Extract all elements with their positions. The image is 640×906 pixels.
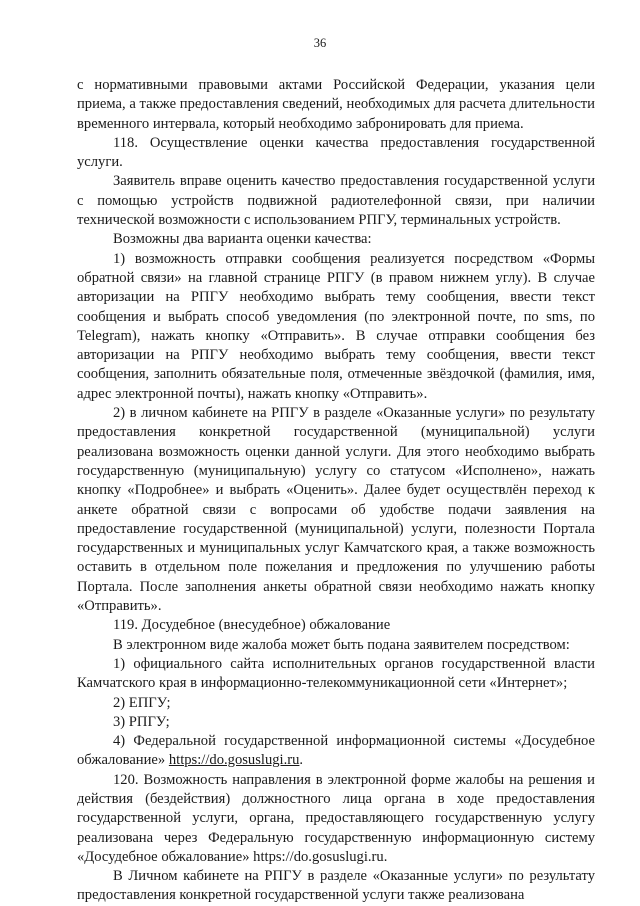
paragraph-channel-fgis [77, 732, 595, 771]
paragraph-channel-official-site: 1) официального сайта исполнительных органов государственной власти Камчатского края в информационно-телекоммуникационной сети «Интернет»; [77, 655, 595, 692]
paragraph-120-electronic-complaint: 120. Возможность направления в электронной форме жалобы на решения и действия (бездействия) должностного лица органа в ходе предоставления государственной услуги, органа, предоставляющего государственную услугу реализована через Федеральную государственную информационную систему «Досудебное обжалование» https://do.gosuslugi.ru. [77, 771, 595, 865]
do-gosuslugi-link[interactable]: https://do.gosuslugi.ru [168, 752, 300, 769]
paragraph-channel-rpgu: 3) РПГУ; [113, 713, 170, 730]
paragraph-option-2-personal-cabinet: 2) в личном кабинете на РПГУ в разделе «Оказанные услуги» по результату предоставления конкретной государственной (муниципальной) услуги реализована возможность оценки данной услуги. Для этого необходимо выбрать государственную (муниципальную) услугу со статусом «Исполнено», нажать кнопку «Подробнее» и выбрать «Оценить». Далее будет осуществлён переход к анкете обратной связи с вопросами об удобстве подачи заявления на предоставление государственной (муниципальной) услуги, полезности Портала государственных и муниципальных услуг Камчатского края, а также возможность оставить в отдельном поле пожелания и предложения по улучшению работы Портала. После заполнения анкеты обратной связи необходимо нажать кнопку «Отправить». [77, 405, 595, 615]
paragraph-119-heading: 119. Досудебное (внесудебное) обжалование [113, 617, 391, 634]
paragraph-appointment-continuation: с нормативными правовыми актами Российской Федерации, указания цели приема, а также предоставления сведений, необходимых для расчета длительности временного интервала, который необходимо забронировать для приема. [77, 77, 595, 132]
paragraph-two-options: Возможны два варианта оценки качества: [113, 231, 372, 248]
paragraph-channel-epgu: 2) ЕПГУ; [113, 694, 171, 711]
paragraph-quality-assessment: Заявитель вправе оценить качество предоставления государственной услуги с помощью устройств подвижной радиотелефонной связи, при наличии технической возможности с использованием РПГУ, терминальных устройств. [77, 173, 595, 229]
page-number: 36 [313, 36, 327, 50]
paragraph-option-1-feedback-form: 1) возможность отправки сообщения реализуется посредством «Формы обратной связи» на главной странице РПГУ (в правом нижнем углу). В случае авторизации на РПГУ необходимо выбрать тему сообщения, ввести текст сообщения и выбрать способ уведомления (по электронной почте, по sms, по Telegram), нажать кнопку «Отправить». В случае отправки сообщения без авторизации на РПГУ необходимо выбрать тему сообщения, ввести текст сообщения, заполнить обязательные поля, отмеченные звёздочкой (фамилия, имя, адрес электронной почты), нажать кнопку «Отправить». [77, 250, 595, 402]
paragraph-complaint-channels: В электронном виде жалоба может быть подана заявителем посредством: [113, 636, 570, 653]
document-body [77, 76, 595, 906]
paragraph-118-heading: 118. Осуществление оценки качества предоставления государственной услуги. [77, 134, 595, 171]
fgis-text: 4) Федеральной государственной информационной системы «Досудебное обжалование» [77, 733, 595, 769]
paragraph-personal-cabinet-continued: В Личном кабинете на РПГУ в разделе «Оказанные услуги» по результату предоставления конкретной государственной услуги также реализована [77, 868, 595, 904]
fgis-period: . [299, 752, 304, 769]
